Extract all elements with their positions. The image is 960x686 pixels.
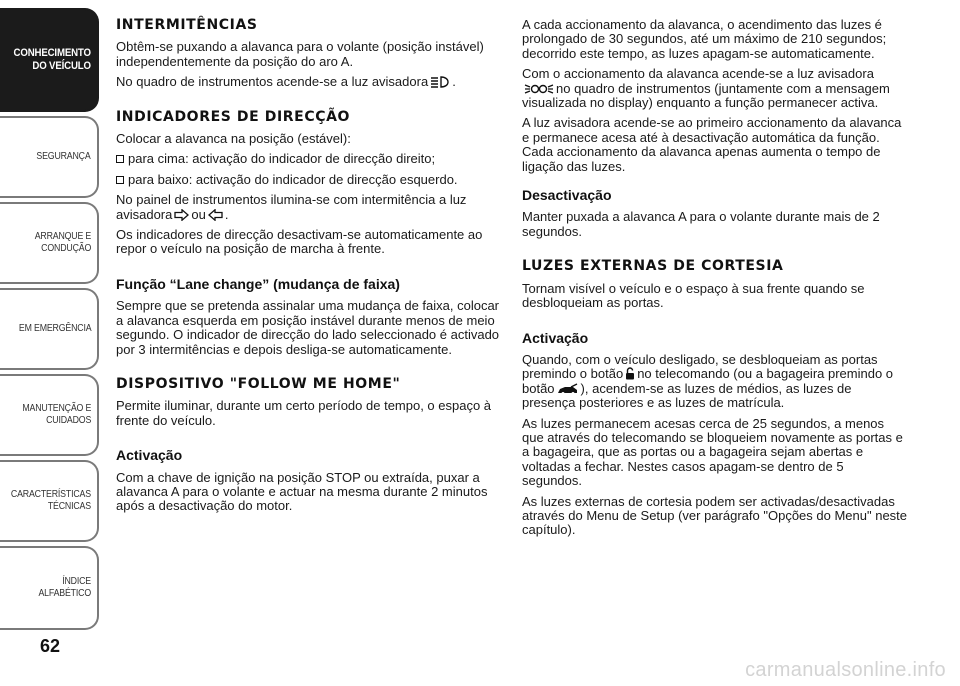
paragraph: A luz avisadora acende-se ao primeiro accionamento da alavanca e permanece acesa até à desactivação automática da função. Cada accionamento da alavanca apenas aumenta o tempo de ligação das luzes. xyxy=(522,115,902,174)
left-column xyxy=(116,18,501,520)
text: no quadro de instrumentos (juntamente com a mensagem visualizada no display) enquanto a função permanecer activa. xyxy=(522,80,890,111)
checkbox-bullet-icon xyxy=(116,176,124,184)
follow-me-home-icon xyxy=(524,83,554,95)
text: . xyxy=(224,206,229,222)
heading-desactivacao: Desactivação xyxy=(522,187,612,204)
sidebar-tab-manutencao[interactable] xyxy=(0,374,99,456)
sidebar-tab-conhecimento[interactable] xyxy=(0,8,99,112)
tab-label: ÍNDICE ALFABÉTICO xyxy=(38,576,91,599)
watermark: carmanualsonline.info xyxy=(745,659,946,681)
right-turn-arrow-icon xyxy=(174,209,189,221)
list-item xyxy=(116,152,501,166)
paragraph: Com a chave de ignição na posição STOP ou extraída, puxar a alavanca A para o volante e actuar na mesma durante 2 minutos após a desactivação do motor. xyxy=(116,469,488,514)
list-item xyxy=(116,173,501,187)
paragraph: As luzes externas de cortesia podem ser activadas/desactivadas através do Menu de Setup (ver parágrafo "Opções do Menu" neste capítulo). xyxy=(522,493,908,538)
paragraph: As luzes permanecem acesas cerca de 25 segundos, a menos que através do telecomando se bloqueiem novamente as portas e a bagageira, que as portas ou a bagageira sejam abertas e voltadas a fechar. Nestes casos apagam-se dentro de 5 segundos. xyxy=(522,415,903,489)
paragraph xyxy=(116,193,501,222)
paragraph: Obtêm-se puxando a alavanca para o volante (posição instável) independentemente da posição do aro A. xyxy=(116,39,484,69)
text: No painel de instrumentos ilumina-se com intermitência a luz avisadora xyxy=(116,192,467,222)
paragraph: A cada accionamento da alavanca, o acendimento das luzes é prolongado de 30 segundos, até um máximo de 210 segundos; decorrido este tempo, as luzes apagam-se automaticamente. xyxy=(522,17,887,61)
text: . xyxy=(452,74,456,90)
unlock-icon xyxy=(625,367,635,380)
heading-activacao: Activação xyxy=(116,447,183,464)
page-number: 62 xyxy=(40,636,61,656)
sidebar-tab-emergencia[interactable] xyxy=(0,288,99,370)
checkbox-bullet-icon xyxy=(116,155,124,163)
left-turn-arrow-icon xyxy=(208,209,223,221)
tab-label: CONHECIMENTO DO VEÍCULO xyxy=(13,47,91,72)
sidebar-tab-indice[interactable] xyxy=(0,546,99,630)
tab-label: ARRANQUE E CONDUÇÃO xyxy=(34,231,91,254)
paragraph: Sempre que se pretenda assinalar uma mudança de faixa, colocar a alavanca esquerda em posição instável durante menos de meio segundo. O indicador de direcção do lado seleccionado é activado por 3 intermitências e depois desliga-se automaticamente. xyxy=(116,298,500,357)
tab-label: CARACTERÍSTICAS TÉCNICAS xyxy=(11,489,91,512)
sidebar-tab-caracteristicas[interactable] xyxy=(0,460,99,542)
tab-label: EM EMERGÊNCIA xyxy=(18,323,91,334)
text: para cima: activação do indicador de direcção direito; xyxy=(128,151,436,167)
heading-lane-change: Função “Lane change” (mudança de faixa) xyxy=(116,275,400,292)
right-column xyxy=(522,18,907,544)
heading-indicadores: INDICADORES DE DIRECÇÃO xyxy=(116,108,351,125)
paragraph: Colocar a alavanca na posição (estável): xyxy=(116,131,351,147)
heading-intermitencias: INTERMITÊNCIAS xyxy=(116,17,258,33)
text: ou xyxy=(191,206,206,222)
text: para baixo: activação do indicador de direcção esquerdo. xyxy=(128,171,458,187)
paragraph xyxy=(522,353,907,411)
heading-activacao-luzes: Activação xyxy=(522,329,589,346)
paragraph: Tornam visível o veículo e o espaço à sua frente quando se desbloqueiam as portas. xyxy=(522,280,865,311)
paragraph xyxy=(116,75,501,89)
paragraph: Permite iluminar, durante um certo período de tempo, o espaço à frente do veículo. xyxy=(116,398,492,428)
text: Quando, com o veículo desligado, se desbloqueiam as portas premindo o botão xyxy=(522,351,878,382)
paragraph: Manter puxada a alavanca A para o volante durante mais de 2 segundos. xyxy=(522,209,880,239)
paragraph xyxy=(522,67,907,110)
heading-luzes-cortesia: LUZES EXTERNAS DE CORTESIA xyxy=(522,258,784,275)
text: ), acendem-se as luzes de médios, as luzes de presença posteriores e as luzes de matrícula. xyxy=(522,380,852,411)
text: no telecomando (ou a bagageira premindo o botão xyxy=(522,366,894,396)
tab-label: MANUTENÇÃO E CUIDADOS xyxy=(22,403,91,426)
paragraph: Os indicadores de direcção desactivam-se automaticamente ao repor o veículo na posição de marcha à frente. xyxy=(116,227,483,257)
high-beam-icon xyxy=(430,76,450,88)
sidebar-tab-arranque[interactable] xyxy=(0,202,99,284)
text: Com o accionamento da alavanca acende-se a luz avisadora xyxy=(522,66,874,82)
tab-label: SEGURANÇA xyxy=(36,151,91,162)
trunk-open-icon xyxy=(557,383,579,395)
heading-follow-me-home: DISPOSITIVO "FOLLOW ME HOME" xyxy=(116,375,401,392)
sidebar-tab-seguranca[interactable] xyxy=(0,116,99,198)
text: No quadro de instrumentos acende-se a luz avisadora xyxy=(116,74,429,90)
